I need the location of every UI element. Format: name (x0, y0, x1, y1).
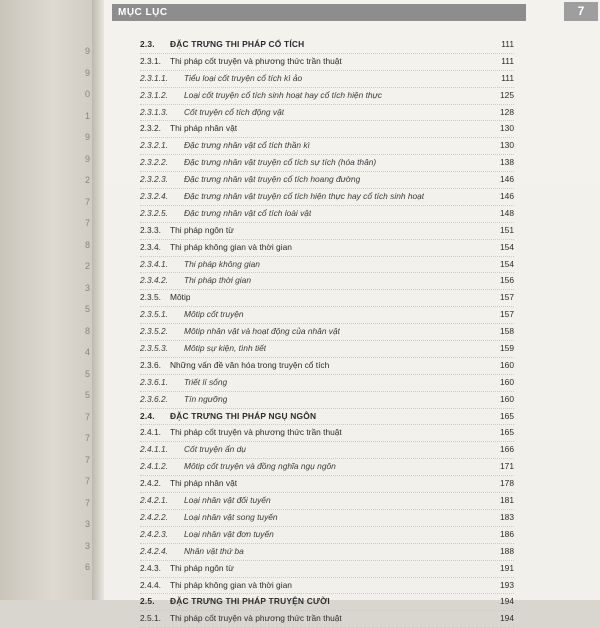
toc-page: 154 (500, 241, 514, 252)
toc-page: 157 (500, 309, 514, 320)
left-margin-number: 2 (84, 175, 90, 185)
toc-row[interactable] (140, 594, 514, 611)
toc-number: 2.4.2. (140, 478, 161, 489)
left-margin-number: 2 (84, 261, 90, 271)
toc-number: 2.3.2.3. (140, 174, 168, 185)
left-margin-number: 3 (84, 519, 90, 529)
toc-row[interactable] (140, 88, 514, 105)
table-of-contents (140, 37, 514, 628)
left-margin-number: 3 (84, 540, 90, 551)
toc-page: 193 (500, 579, 514, 590)
toc-title: Thi pháp không gian (184, 258, 260, 269)
toc-number: 2.3.4.1. (140, 258, 168, 269)
left-margin-number: 9 (84, 46, 90, 56)
toc-page: 154 (500, 258, 514, 269)
toc-title: Loại nhân vật song tuyến (184, 511, 278, 522)
toc-row[interactable] (140, 307, 514, 324)
toc-title: Tiểu loại cốt truyện cổ tích kì ảo (184, 72, 303, 83)
toc-page: 194 (500, 596, 514, 607)
left-margin-number: 7 (84, 454, 90, 465)
left-margin-number: 7 (84, 196, 90, 207)
toc-title: Môtip sự kiện, tình tiết (184, 343, 267, 354)
toc-row[interactable] (140, 324, 514, 341)
toc-page: 166 (500, 444, 514, 455)
toc-number: 2.4. (140, 410, 155, 421)
toc-title: Thi pháp không gian và thời gian (170, 579, 292, 590)
toc-title: Thi pháp nhân vật (170, 123, 238, 134)
toc-row[interactable] (140, 105, 514, 122)
toc-number: 2.3.2.2. (140, 157, 168, 168)
toc-number: 2.4.4. (140, 579, 161, 590)
toc-row[interactable] (140, 425, 514, 442)
toc-title: Những vấn đề văn hóa trong truyện cổ tích (170, 359, 330, 370)
left-margin-number: 6 (84, 562, 90, 572)
header-title: MỤC LỤC (112, 4, 526, 21)
toc-page: 157 (500, 292, 514, 303)
right-page (104, 0, 600, 624)
left-margin-number: 5 (84, 368, 90, 379)
toc-page: 178 (500, 478, 514, 489)
toc-row[interactable] (140, 172, 514, 189)
toc-page: 125 (500, 89, 514, 100)
toc-title: Đặc trưng nhân vật truyện cổ tích hiện thực hay cổ tích sinh hoạt (184, 191, 425, 202)
left-margin-number: 7 (84, 476, 90, 486)
toc-row[interactable] (140, 273, 514, 290)
toc-number: 2.3.2.1. (140, 140, 168, 151)
toc-row[interactable] (140, 189, 514, 206)
toc-row[interactable] (140, 442, 514, 459)
left-margin-number: 7 (84, 218, 90, 228)
toc-number: 2.5. (140, 596, 155, 607)
toc-page: 171 (500, 461, 514, 472)
left-margin-number: 7 (84, 433, 90, 443)
toc-title: Đặc trưng nhân vật truyện cổ tích hoang đường (184, 174, 361, 185)
toc-page: 156 (500, 275, 514, 286)
left-margin-number: 7 (84, 497, 90, 508)
toc-title: Loại cốt truyện cổ tích sinh hoạt hay cổ tích hiện thực (184, 89, 383, 100)
toc-page: 158 (500, 326, 514, 337)
toc-number: 2.4.3. (140, 562, 161, 573)
toc-number: 2.3.2.4. (140, 191, 168, 202)
toc-title: Thi pháp ngôn từ (170, 224, 234, 235)
toc-row[interactable] (140, 561, 514, 578)
left-margin-number: 8 (84, 325, 90, 336)
toc-page: 183 (500, 511, 514, 522)
toc-title: Thi pháp cốt truyện và phương thức trần thuật (170, 613, 342, 624)
toc-page: 111 (501, 55, 514, 66)
toc-title: Tín ngưỡng (184, 393, 228, 404)
toc-title: Thi pháp thời gian (184, 275, 251, 286)
toc-row[interactable] (140, 544, 514, 561)
toc-row[interactable] (140, 476, 514, 493)
toc-title: Cốt truyện cổ tích động vật (184, 106, 285, 117)
toc-title: Đặc trưng nhân vật cổ tích loài vật (184, 207, 312, 218)
toc-title: Triết lí sống (184, 376, 228, 387)
toc-page: 181 (500, 495, 514, 506)
toc-row[interactable] (140, 578, 514, 595)
toc-page: 194 (500, 613, 514, 624)
toc-row[interactable] (140, 493, 514, 510)
toc-row[interactable] (140, 240, 514, 257)
toc-number: 2.4.2.2. (140, 511, 168, 522)
toc-page: 130 (500, 140, 514, 151)
toc-title: Môtip cốt truyện và đồng nghĩa ngụ ngôn (184, 461, 336, 472)
toc-title: Thi pháp nhân vật (170, 478, 238, 489)
left-margin-number: 4 (84, 347, 90, 357)
toc-page: 159 (500, 343, 514, 354)
toc-number: 2.4.2.1. (140, 495, 168, 506)
toc-number: 2.3.5.1. (140, 309, 168, 320)
toc-title: Loại nhân vật đối tuyến (184, 495, 271, 506)
toc-number: 2.3.5.2. (140, 326, 168, 337)
left-margin-number: 1 (84, 110, 90, 121)
toc-number: 2.4.1. (140, 427, 161, 438)
left-margin-number: 9 (84, 132, 90, 142)
left-margin-number: 7 (84, 411, 90, 422)
toc-page: 111 (501, 72, 514, 83)
toc-row[interactable] (140, 290, 514, 307)
toc-page: 148 (500, 207, 514, 218)
toc-row[interactable] (140, 341, 514, 358)
toc-number: 2.3.1.1. (140, 72, 168, 83)
toc-page: 188 (500, 545, 514, 556)
toc-row[interactable] (140, 71, 514, 88)
left-margin-number: 3 (84, 282, 90, 293)
toc-page: 130 (500, 123, 514, 134)
toc-row[interactable] (140, 54, 514, 71)
toc-number: 2.4.2.3. (140, 528, 168, 539)
toc-title: ĐẶC TRƯNG THI PHÁP NGỤ NGÔN (170, 410, 317, 421)
toc-page: 151 (500, 224, 514, 235)
toc-title: Loại nhân vật đơn tuyến (184, 528, 274, 539)
toc-page: 111 (501, 39, 514, 49)
toc-page: 146 (500, 174, 514, 185)
left-margin-number: 5 (84, 304, 90, 314)
toc-row[interactable] (140, 375, 514, 392)
toc-row[interactable] (140, 510, 514, 527)
toc-title: Đặc trưng nhân vật truyện cổ tích sự tích (hóa thân) (184, 157, 377, 168)
toc-page: 191 (500, 562, 514, 573)
toc-title: Đặc trưng nhân vật cổ tích thần kì (184, 140, 310, 151)
toc-page: 186 (500, 528, 514, 539)
toc-row[interactable] (140, 527, 514, 544)
toc-row[interactable] (140, 611, 514, 628)
toc-number: 2.3.5.3. (140, 343, 168, 354)
toc-row[interactable] (140, 409, 514, 426)
toc-page: 146 (500, 191, 514, 202)
left-margin-number: 9 (84, 67, 90, 78)
toc-title: Môtip nhân vật và hoạt động của nhân vật (184, 326, 340, 337)
toc-page: 160 (500, 359, 514, 370)
toc-page: 165 (500, 410, 514, 421)
toc-title: Thi pháp không gian và thời gian (170, 241, 292, 252)
toc-number: 2.3.2. (140, 123, 161, 134)
toc-row[interactable] (140, 358, 514, 375)
toc-row[interactable] (140, 155, 514, 172)
toc-number: 2.3.2.5. (140, 207, 168, 218)
page-number: 7 (564, 2, 598, 21)
toc-title: Nhân vật thứ ba (184, 545, 244, 556)
toc-row[interactable] (140, 138, 514, 155)
toc-title: Thi pháp cốt truyện và phương thức trần thuật (170, 427, 342, 438)
toc-number: 2.3.3. (140, 224, 161, 235)
toc-number: 2.3.1.3. (140, 106, 168, 117)
toc-row[interactable] (140, 459, 514, 476)
toc-number: 2.3.6.1. (140, 376, 168, 387)
toc-page: 160 (500, 376, 514, 387)
toc-title: Môtip (170, 292, 191, 303)
toc-row[interactable] (140, 392, 514, 409)
toc-title: ĐẶC TRƯNG THI PHÁP CỔ TÍCH (170, 39, 305, 49)
left-margin-number: 8 (84, 239, 90, 250)
toc-number: 2.3.6. (140, 359, 161, 370)
toc-page: 165 (500, 427, 514, 438)
toc-number: 2.3.5. (140, 292, 161, 303)
toc-row[interactable] (140, 37, 514, 54)
left-margin-number: 9 (84, 153, 90, 164)
toc-title: Cốt truyện ẩn dụ (184, 444, 246, 455)
toc-number: 2.4.1.2. (140, 461, 168, 472)
toc-number: 2.3. (140, 39, 155, 49)
left-margin-number: 0 (84, 89, 90, 99)
toc-title: Môtip cốt truyện (184, 309, 244, 320)
toc-number: 2.3.4.2. (140, 275, 168, 286)
toc-row[interactable] (140, 223, 514, 240)
toc-number: 2.3.4. (140, 241, 161, 252)
toc-row[interactable] (140, 121, 514, 138)
toc-title: Thi pháp ngôn từ (170, 562, 234, 573)
toc-row[interactable] (140, 206, 514, 223)
toc-number: 2.4.1.1. (140, 444, 168, 455)
toc-number: 2.3.1. (140, 55, 161, 66)
toc-title: Thi pháp cốt truyện và phương thức trần thuật (170, 55, 342, 66)
toc-number: 2.4.2.4. (140, 545, 168, 556)
toc-page: 160 (500, 393, 514, 404)
left-margin-number: 5 (84, 390, 90, 400)
toc-page: 128 (500, 106, 514, 117)
toc-row[interactable] (140, 257, 514, 274)
toc-number: 2.3.6.2. (140, 393, 168, 404)
toc-page: 138 (500, 157, 514, 168)
toc-number: 2.3.1.2. (140, 89, 168, 100)
toc-title: ĐẶC TRƯNG THI PHÁP TRUYỆN CƯỜI (170, 596, 330, 607)
toc-number: 2.5.1. (140, 613, 161, 624)
